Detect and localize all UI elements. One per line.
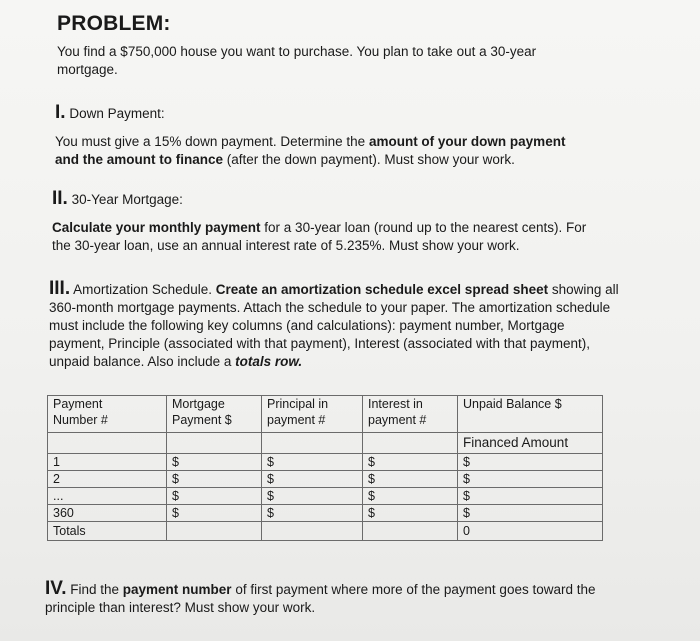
section-4-numeral: IV. — [45, 578, 67, 599]
cell-totals-interest — [363, 522, 458, 541]
cell-totals-principal — [262, 522, 363, 541]
section-4-text-1: Find the — [66, 582, 123, 597]
section-4-paragraph — [45, 580, 655, 617]
section-3-text-2: showing all — [548, 282, 619, 297]
cell-principal: $ — [262, 471, 363, 488]
section-2-text-2: the 30-year loan, use an annual interest rate of 5.235%. Must show your work. — [52, 238, 520, 253]
cell-interest: $ — [363, 488, 458, 505]
section-2-bold-1: Calculate your monthly payment — [52, 220, 261, 235]
cell-unpaid-balance: $ — [458, 454, 603, 471]
cell-principal: $ — [262, 454, 363, 471]
table-row — [48, 505, 603, 522]
amortization-table — [47, 395, 603, 541]
cell-totals-balance: 0 — [458, 522, 603, 541]
table-header-row — [48, 396, 603, 433]
totals-row — [48, 522, 603, 541]
intro-paragraph — [57, 43, 577, 79]
cell-mortgage-payment: $ — [167, 454, 262, 471]
cell-totals-label: Totals — [48, 522, 167, 541]
section-2-numeral: II. — [52, 188, 68, 209]
table-row — [48, 454, 603, 471]
section-1-text-2: (after the down payment). Must show your work. — [223, 152, 515, 167]
cell-interest: $ — [363, 454, 458, 471]
section-2-body — [52, 219, 632, 255]
cell-principal: $ — [262, 488, 363, 505]
header-payment-number: Payment Number # — [48, 396, 167, 433]
cell-interest: $ — [363, 471, 458, 488]
cell-payment-number: 1 — [48, 454, 167, 471]
section-2-text-1: for a 30-year loan (round up to the nearest cents). For — [260, 220, 587, 235]
cell-payment-number: ... — [48, 488, 167, 505]
section-4-text-3: principle than interest? Must show your work. — [45, 600, 316, 615]
financed-amount-row — [48, 433, 603, 454]
section-3-numeral: III. — [49, 278, 71, 299]
problem-title: PROBLEM: — [57, 12, 171, 35]
section-1-bold-2: and the amount to finance — [55, 152, 224, 167]
intro-line-1: You find a $750,000 house you want to purchase. You plan to take out a 30-year — [57, 44, 537, 59]
financed-amount-cell: Financed Amount — [458, 433, 603, 454]
table-row — [48, 471, 603, 488]
section-3-text-6: unpaid balance. Also include a — [49, 354, 236, 369]
cell-mortgage-payment: $ — [167, 471, 262, 488]
header-mortgage-payment: Mortgage Payment $ — [167, 396, 262, 433]
cell-mortgage-payment: $ — [167, 505, 262, 522]
header-interest: Interest in payment # — [363, 396, 458, 433]
cell-principal: $ — [262, 505, 363, 522]
cell-payment-number: 2 — [48, 471, 167, 488]
header-principal: Principal in payment # — [262, 396, 363, 433]
section-1-bold-1: amount of your down payment — [368, 134, 566, 149]
section-4-text-2: of first payment where more of the payment goes toward the — [231, 582, 596, 597]
table-row — [48, 488, 603, 505]
section-3-text-1: Amortization Schedule. — [70, 282, 216, 297]
section-3-bold-1: Create an amortization schedule excel spread sheet — [215, 282, 549, 297]
section-3-paragraph — [49, 280, 649, 371]
section-1-heading-text: Down Payment: — [65, 106, 165, 121]
cell-totals-mortgage — [167, 522, 262, 541]
cell-unpaid-balance: $ — [458, 505, 603, 522]
section-1-body — [55, 133, 615, 169]
section-3-italic-1: totals row. — [235, 354, 303, 369]
cell-payment-number: 360 — [48, 505, 167, 522]
section-3-text-3: 360-month mortgage payments. Attach the schedule to your paper. The amortization schedule — [49, 300, 611, 315]
section-2-heading-text: 30-Year Mortgage: — [67, 192, 183, 207]
cell-unpaid-balance: $ — [458, 488, 603, 505]
section-2-heading — [52, 190, 183, 209]
section-1-text-1: You must give a 15% down payment. Determine the — [55, 134, 369, 149]
cell-mortgage-payment: $ — [167, 488, 262, 505]
cell-interest: $ — [363, 505, 458, 522]
header-unpaid-balance: Unpaid Balance $ — [458, 396, 603, 433]
section-1-numeral: I. — [55, 102, 66, 123]
section-3-text-4: must include the following key columns (and calculations): payment number, Mortgage — [49, 318, 565, 333]
cell-unpaid-balance: $ — [458, 471, 603, 488]
section-3-text-5: payment, Principle (associated with that payment), Interest (associated with that payment), — [49, 336, 591, 351]
intro-line-2: mortgage. — [57, 62, 118, 77]
section-4-bold-1: payment number — [122, 582, 232, 597]
section-1-heading — [55, 104, 165, 123]
